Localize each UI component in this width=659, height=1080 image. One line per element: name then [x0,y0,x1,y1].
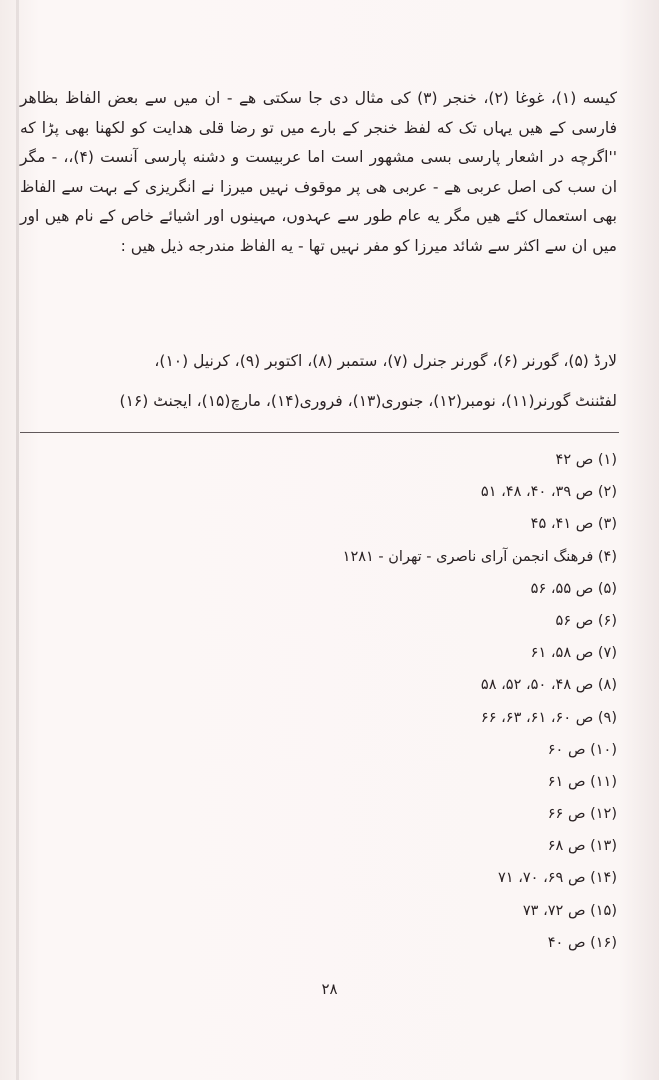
footnote: (۱۴) ص ۶۹، ۷۰، ۷۱ [498,870,617,887]
footnote: (۱۵) ص ۷۲، ۷۳ [522,902,617,919]
word-list-line-1: لارڈ (۵)، گورنر (۶)، گورنر جنرل (۷)، ستمبر (۸)، اکتوبر (۹)، کرنیل (۱۰)، [154,352,617,370]
footnote: (۳) ص ۴۱، ۴۵ [530,516,617,533]
page-binding-edge [16,0,19,1080]
footnote: (۱۳) ص ۶۸ [547,838,617,855]
footnotes [27,444,617,959]
footnote: (۱) ص ۴۲ [555,452,617,468]
main-paragraph [20,84,617,261]
paragraph-text: کیسه (۱)، غوغا (۲)، خنجر (۳) کی مثال دی جا سکتی هے - ان میں سے بعض الفاظ بظاهر فارسی کے هیں یہاں تک که لفظ خنجر کے بارے میں تو رضا قلی هدایت کو لکھنا بھی پڑا که ''اگرچه در اشعار پارسی بسی مشهور است اما عربیست و دشنه پارسی آنست (۴)،، - مگر ان سب کی اصل عربی هے - عربی هی پر موقوف نہیں میرزا نے انگریزی کے بہت سے الفاظ بھی استعمال کئے هیں مگر یه عام طور سے عہدوں، مہینوں اور اشیائے خاص کے نام هیں اور میں ان سے اکثر سے شائد میرزا کو مفر نہیں تھا - یه الفاظ مندرجه ذیل هیں : [20,89,617,255]
footnote: (۱۶) ص ۴۰ [547,934,617,951]
footnote: (۹) ص ۶۰، ۶۱، ۶۳، ۶۶ [480,709,617,726]
footnote: (۸) ص ۴۸، ۵۰، ۵۲، ۵۸ [480,677,617,694]
footnote: (۷) ص ۵۸، ۶۱ [530,645,617,662]
page-number: ۲۸ [321,980,338,998]
footnote: (۱۱) ص ۶۱ [547,773,617,790]
footnote-divider [20,432,619,433]
footnote: (۱۰) ص ۶۰ [547,741,617,758]
footnote: (۴) فرهنگ انجمن آرای ناصری - تهران - ۱۲۸۱ [342,548,617,565]
word-list-line-2: لفٹننٹ گورنر(۱۱)، نومبر(۱۲)، جنوری(۱۳)، فروری(۱۴)، مارچ(۱۵)، ایجنٹ (۱۶) [119,392,617,410]
footnote: (۲) ص ۳۹، ۴۰، ۴۸، ۵۱ [480,484,617,501]
footnote: (۶) ص ۵۶ [555,612,617,629]
footnote: (۵) ص ۵۵، ۵۶ [530,580,617,597]
footnote: (۱۲) ص ۶۶ [547,806,617,823]
